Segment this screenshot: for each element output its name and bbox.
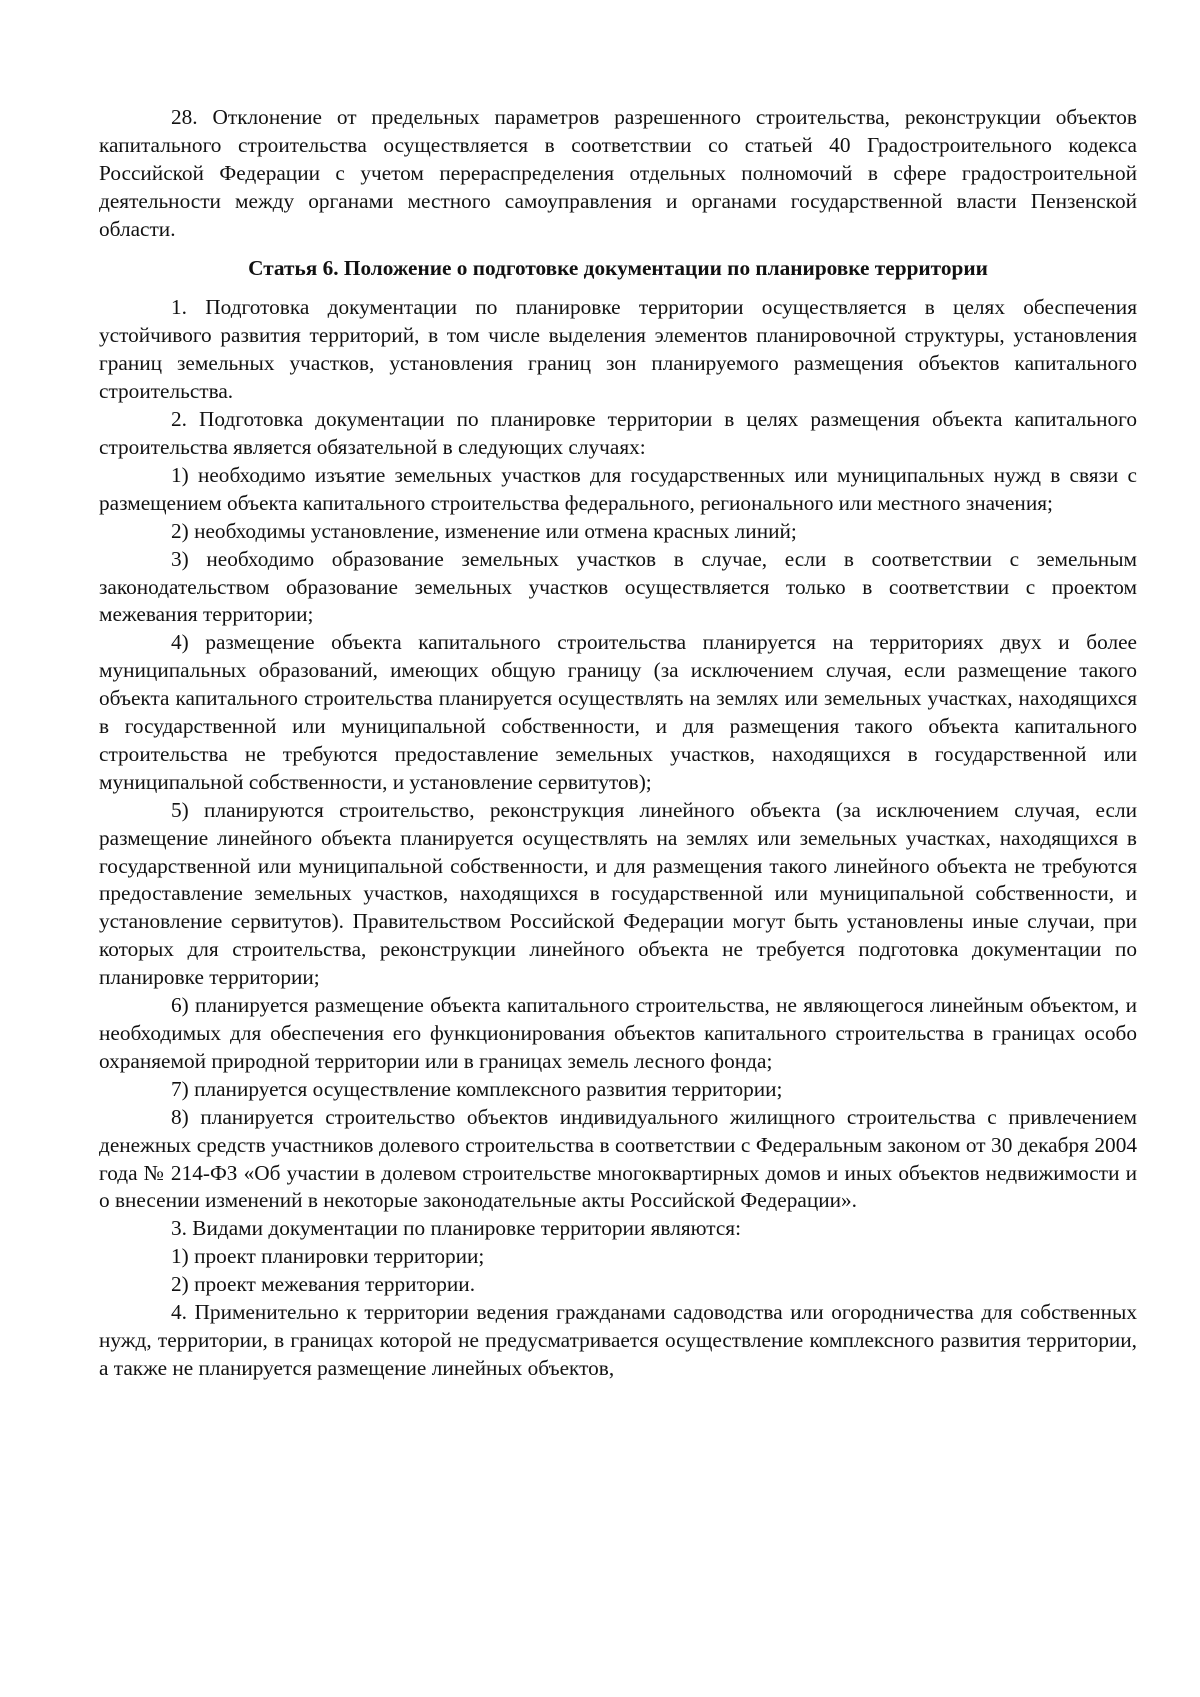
list-item-6-2-4: 4) размещение объекта капитального строительства планируется на территориях двух и более муниципальных образований, имеющих общую границу (за исключением случая, если размещение такого объекта капитального строительства планируется осуществлять на землях или земельных участках, находящихся в государственной или муниципальной собственности, и для размещения такого объекта капитального строительства не требуются предоставление земельных участков, находящихся в государственной или муниципальной собственности, и установление сервитутов);: [99, 630, 1137, 794]
list-item-6-2-3: 3) необходимо образование земельных участков в случае, если в соответствии с земельным законодательством образование земельных участков осуществляется только в соответствии с проектом межевания территории;: [99, 546, 1137, 627]
list-item-6-2-7: 7) планируется осуществление комплексного развития территории;: [171, 1076, 783, 1101]
list-item-6-3-1: 1) проект планировки территории;: [171, 1244, 485, 1269]
paragraph-6-2: 2. Подготовка документации по планировке территории в целях размещения объекта капитального строительства является обязательной в следующих случаях:: [99, 407, 1137, 459]
paragraph-6-1: 1. Подготовка документации по планировке территории осуществляется в целях обеспечения устойчивого развития территорий, в том числе выделения элементов планировочной структуры, установления границ земельных участков, установления границ зон планируемого размещения объектов капитального строительства.: [99, 295, 1137, 404]
list-item-6-2-1: 1) необходимо изъятие земельных участков для государственных или муниципальных нужд в связи с размещением объекта капитального строительства федерального, регионального или местного значения;: [99, 462, 1137, 515]
list-item-6-2-6: 6) планируется размещение объекта капитального строительства, не являющегося линейным объектом, и необходимых для обеспечения его функционирования объектов капитального строительства в границах особо охраняемой природной территории или в границах земель лесного фонда;: [99, 993, 1137, 1073]
list-item-6-3-2: 2) проект межевания территории.: [171, 1272, 476, 1297]
paragraph-28: 28. Отклонение от предельных параметров разрешенного строительства, реконструкции объектов капитального строительства осуществляется в соответствии со статьей 40 Градостроительного кодекса Российской Федерации с учетом перераспределения отдельных полномочий в сфере градостроительной деятельности между органами местного самоуправления и органами государственной власти Пензенской области.: [99, 105, 1137, 241]
article-6-heading: Статья 6. Положение о подготовке документации по планировке территории: [248, 255, 988, 280]
document-page: [99, 104, 1137, 1383]
paragraph-6-4: 4. Применительно к территории ведения гражданами садоводства или огородничества для собственных нужд, территории, в границах которой не предусматривается осуществление комплексного развития территории, а также не планируется размещение линейных объектов,: [99, 1300, 1137, 1380]
list-item-6-2-8: 8) планируется строительство объектов индивидуального жилищного строительства с привлечением денежных средств участников долевого строительства в соответствии с Федеральным законом от 30 декабря 2004 года № 214-ФЗ «Об участии в долевом строительстве многоквартирных домов и иных объектов недвижимости и о внесении изменений в некоторые законодательные акты Российской Федерации».: [99, 1104, 1137, 1213]
paragraph-6-3: 3. Видами документации по планировке территории являются:: [171, 1216, 741, 1241]
list-item-6-2-2: 2) необходимы установление, изменение или отмена красных линий;: [171, 518, 797, 543]
list-item-6-2-5: 5) планируются строительство, реконструкция линейного объекта (за исключением случая, если размещение линейного объекта планируется осуществлять на землях или земельных участках, находящихся в государственной или муниципальной собственности, и для размещения такого линейного объекта не требуются предоставление земельных участков, находящихся в государственной или муниципальной собственности, и установление сервитутов). Правительством Российской Федерации могут быть установлены иные случаи, при которых для строительства, реконструкции линейного объекта не требуется подготовка документации по планировке территории;: [99, 797, 1137, 990]
